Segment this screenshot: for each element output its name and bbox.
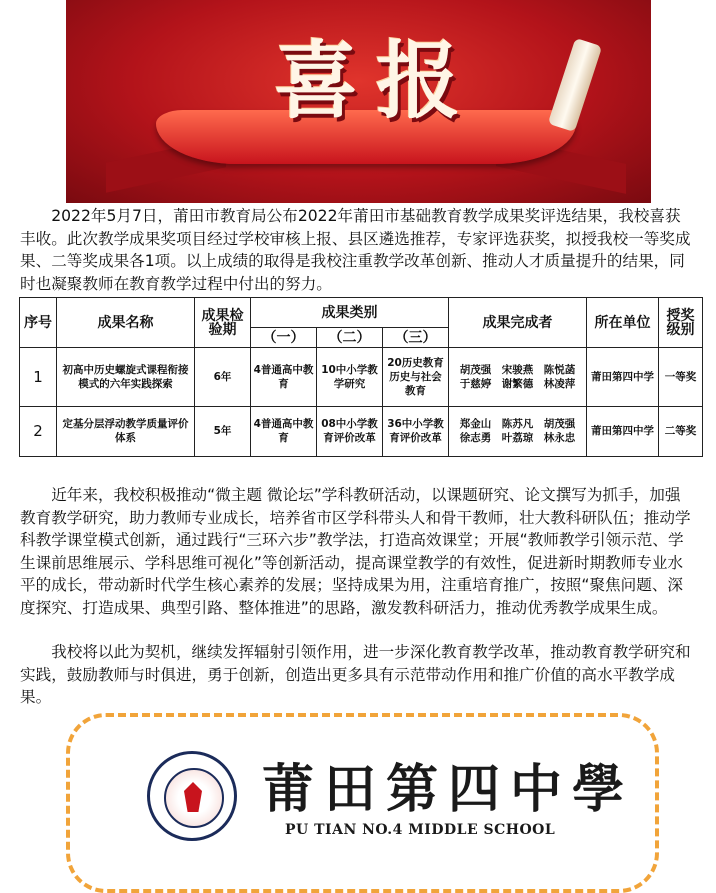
cell-cat1: 4普通高中教育 [251, 406, 317, 456]
cell-unit: 莆田第四中学 [587, 406, 659, 456]
header-period: 成果检验期 [195, 298, 251, 348]
cell-level: 二等奖 [659, 406, 703, 456]
cell-people: 胡茂强 宋骏燕 陈悦菡 于慈婷 谢繁德 林凌萍 [449, 348, 587, 406]
cell-cat2: 10中小学教学研究 [317, 348, 383, 406]
header-cat2: （二） [317, 328, 383, 348]
school-name-en: PU TIAN NO.4 MIDDLE SCHOOL [285, 822, 556, 838]
school-seal-logo [147, 751, 237, 841]
cell-level: 一等奖 [659, 348, 703, 406]
cell-no: 2 [20, 406, 57, 456]
banner-title: 喜报 [273, 31, 478, 130]
cell-period: 5年 [195, 406, 251, 456]
cell-cat3: 36中小学教育评价改革 [383, 406, 449, 456]
header-unit: 所在单位 [587, 298, 659, 348]
cell-name: 定基分层浮动教学质量评价体系 [57, 406, 195, 456]
cell-cat2: 08中小学教育评价改革 [317, 406, 383, 456]
header-category: 成果类别 [251, 298, 449, 328]
table-row [20, 406, 703, 456]
cell-cat1: 4普通高中教育 [251, 348, 317, 406]
cell-cat3: 20历史教育历史与社会教育 [383, 348, 449, 406]
cell-unit: 莆田第四中学 [587, 348, 659, 406]
cell-people: 郑金山 陈苏凡 胡茂强 徐志勇 叶荔琼 林永忠 [449, 406, 587, 456]
awards-table [19, 297, 703, 457]
header-banner [66, 0, 651, 203]
header-name: 成果名称 [57, 298, 195, 348]
cell-period: 6年 [195, 348, 251, 406]
header-cat1: （一） [251, 328, 317, 348]
header-cat3: （三） [383, 328, 449, 348]
intro-paragraph: 2022年5月7日，莆田市教育局公布2022年莆田市基础教育教学成果奖评选结果，我校喜获丰收。此次教学成果奖项目经过学校审核上报、县区遴选推荐，专家评选获奖，拟授我校一等奖成果、二等奖成果各1项。以上成绩的取得是我校注重教学改革创新、推动人才质量提升的结果，同时也凝聚教师在教育教学过程中付出的努力。 [20, 207, 691, 293]
header-no: 序号 [20, 298, 57, 348]
body-paragraph: 近年来，我校积极推动“微主题 微论坛”学科教研活动，以课题研究、论文撰写为抓手，加强教育教学研究，助力教师专业成长，培养省市区学科带头人和骨干教师，壮大教科研队伍；推动学科教学课堂模式创新，通过践行“三环六步”教学法，打造高效课堂；开展“教师教学引领示范、学生课前思维展示、学科思维可视化”等创新活动，提高课堂教学的有效性，促进新时期教师专业水平的成长，带动新时代学生核心素养的发展；坚持成果为用，注重培育推广，按照“聚焦问题、深度探究、打造成果、典型引路、整体推进”的思路，激发教科研活力，推动优秀教学成果生成。 [20, 486, 691, 617]
scroll-icon [548, 38, 602, 132]
cell-no: 1 [20, 348, 57, 406]
school-name-cn: 莆田第四中學 [262, 759, 635, 820]
header-people: 成果完成者 [449, 298, 587, 348]
closing-paragraph: 我校将以此为契机，继续发挥辐射引领作用，进一步深化教育教学改革，推动教育教学研究和实践，鼓励教师与时俱进，勇于创新，创造出更多具有示范带动作用和推广价值的高水平教学成果。 [20, 643, 691, 707]
table-row [20, 348, 703, 406]
table-header-row [20, 298, 703, 328]
cell-name: 初高中历史螺旋式课程衔接模式的六年实践探索 [57, 348, 195, 406]
header-level: 授奖级别 [659, 298, 703, 348]
